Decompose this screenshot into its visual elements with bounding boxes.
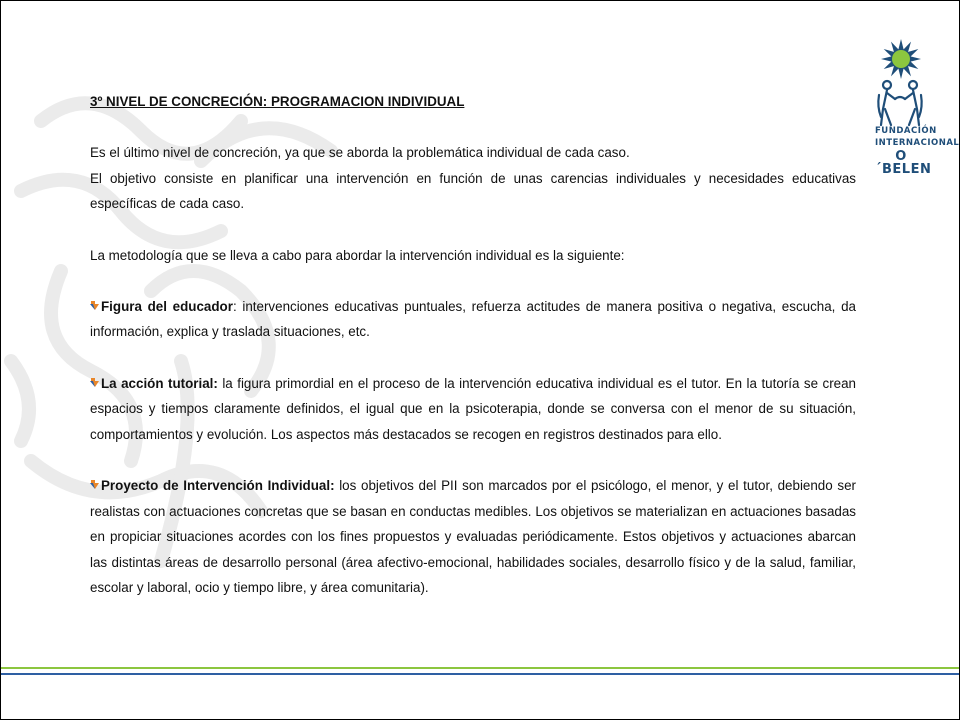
arrow-bullet-icon bbox=[90, 480, 100, 490]
methodology-paragraph: La metodología que se lleva a cabo para abordar la intervención individual es la siguiente: bbox=[90, 247, 625, 263]
list-item-figura-educador bbox=[90, 294, 856, 345]
footer-divider-blue bbox=[1, 673, 959, 675]
footer-divider-green bbox=[1, 667, 959, 669]
logo-line-internacional: INTERNACIONAL bbox=[875, 137, 960, 148]
list-item-text: : intervenciones educativas puntuales, refuerza actitudes de manera positiva o negativa, escucha, da información, explica y traslada situaciones, etc. bbox=[90, 298, 856, 340]
list-item-text: la figura primordial en el proceso de la intervención educativa individual es el tutor. En la tutoría se crean espacios y tiempos claramente definidos, el igual que en la psicoterapia, donde se conversa con el menor de su situación, comportamientos y evolución. Los aspectos más destacados se recogen en registros destinados para ello. bbox=[90, 375, 856, 442]
list-item-text: los objetivos del PII son marcados por el psicólogo, el menor, y el tutor, debiendo ser realistas con actuaciones concretas que se basan en conductas medibles. Los objetivos se materializan en actuaciones basadas en propiciar situaciones acordes con los fines propuestos y evaluadas periódicamente. Estos objetivos y actuaciones abarcan las distintas áreas de desarrollo personal (área afectivo-emocional, habilidades sociales, desarrollo físico y de la salud, familiar, escolar y laboral, ocio y tiempo libre, y área comunitaria). bbox=[90, 477, 856, 596]
logo-line-obelen: O´BELEN bbox=[875, 149, 932, 177]
arrow-bullet-icon bbox=[90, 378, 100, 388]
logo-emblem-icon bbox=[873, 37, 929, 129]
intro-paragraph-2: El objetivo consiste en planificar una intervención en función de unas carencias individuales y necesidades educativas específicas de cada caso. bbox=[90, 170, 856, 212]
list-item-title: La acción tutorial: bbox=[101, 375, 218, 391]
intro-paragraph-1: Es el último nivel de concreción, ya que se aborda la problemática individual de cada caso. bbox=[90, 145, 630, 161]
document-body bbox=[90, 89, 856, 601]
list-item-proyecto-intervencion bbox=[90, 473, 856, 601]
list-item-title: Figura del educador bbox=[101, 298, 233, 314]
arrow-bullet-icon bbox=[90, 301, 100, 311]
list-item-accion-tutorial bbox=[90, 371, 856, 448]
logo-line-fundacion: FUNDACIÓN bbox=[875, 126, 937, 136]
section-heading: 3º NIVEL DE CONCRECIÓN: PROGRAMACION INDIVIDUAL bbox=[90, 94, 465, 109]
list-item-title: Proyecto de Intervención Individual: bbox=[101, 477, 335, 493]
logo-wordmark bbox=[875, 126, 960, 177]
